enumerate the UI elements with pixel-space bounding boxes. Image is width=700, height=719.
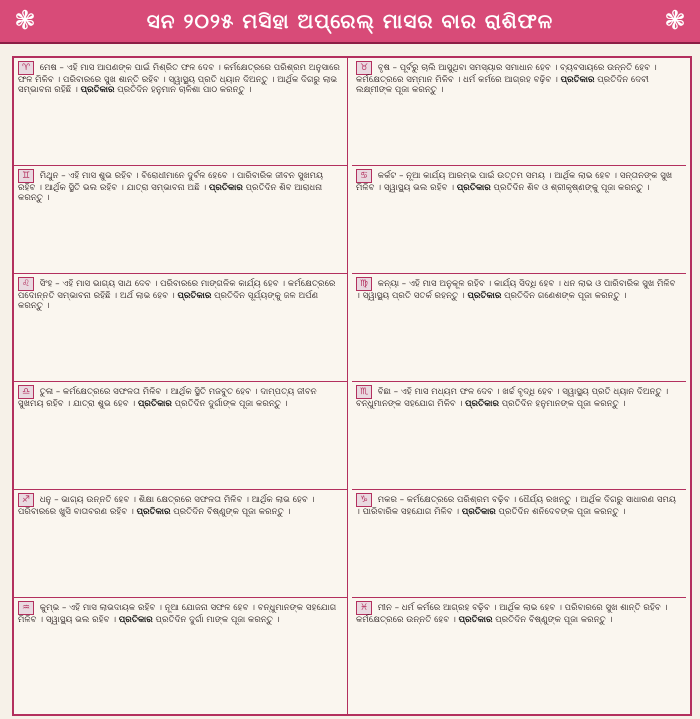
ram-icon: ♈ — [18, 61, 34, 75]
remedy-text: ପ୍ରତିଦିନ ବିଷ୍ଣୁଙ୍କ ପୂଜା କରନ୍ତୁ । — [495, 615, 613, 625]
page-title: ସନ ୨୦୨୫ ମସିହା ଅପ୍ରେଲ୍ ମାସର ବାର ରାଶିଫଳ — [146, 9, 554, 33]
horoscope-mesha — [14, 58, 348, 166]
sign-text: ମିଥୁନ – ଏହି ମାସ ଶୁଭ ରହିବ । ବିରୋଧୀମାନେ ଦୁର୍ବଳ ହେବେ । ପାରିବାରିକ ଜୀବନ ସୁଖମୟ ରହିବ । ଆର୍ଥିକ ସ୍ଥିତି ଭଲ ରହିବ । ଯାତ୍ରା ସମ୍ଭାବନା ଅଛି । — [18, 171, 324, 193]
remedy-label: ପ୍ରତିକାର — [138, 399, 172, 409]
remedy-text: ପ୍ରତିଦିନ ଦୁର୍ଗା ମାଙ୍କ ପୂଜା କରନ୍ତୁ । — [155, 615, 280, 625]
sign-text: ତୁଳା – କର୍ମକ୍ଷେତ୍ରରେ ସଫଳତା ମିଳିବ । ଆର୍ଥିକ ସ୍ଥିତି ମଜବୁତ ହେବ । ଦାମ୍ପତ୍ୟ ଜୀବନ ସୁଖମୟ ରହିବ । ଯାତ୍ରା ଶୁଭ ହେବ । — [18, 387, 317, 409]
horoscope-kanya — [352, 274, 686, 382]
maiden-icon: ♍ — [356, 277, 372, 291]
sign-text: ସିଂହ – ଏହି ମାସ ଭାଗ୍ୟ ସାଥ ଦେବ । ପରିବାରରେ ମାଙ୍ଗଳିକ କାର୍ଯ୍ୟ ହେବ । କର୍ମକ୍ଷେତ୍ରରେ ପଦୋନ୍ନତି ସମ୍ଭାବନା ରହିଛି । ଅର୍ଥ ଲାଭ ହେବ । — [18, 279, 336, 301]
remedy-label: ପ୍ରତିକାର — [458, 615, 493, 625]
header-banner — [0, 0, 700, 44]
horoscope-grid — [12, 56, 692, 716]
sign-text: କନ୍ୟା – ଏହି ମାସ ଅନୁକୂଳ ରହିବ । କାର୍ଯ୍ୟ ସିଦ୍ଧି ହେବ । ଧନ ଲାଭ ଓ ପାରିବାରିକ ସୁଖ ମିଳିବ । ସ୍ୱାସ୍ଥ୍ୟ ପ୍ରତି ସତର୍କ ରହନ୍ତୁ । — [356, 279, 676, 301]
sign-text: ଧନୁ – ଭାଗ୍ୟ ଉନ୍ନତି ହେବ । ଶିକ୍ଷା କ୍ଷେତ୍ରରେ ସଫଳତା ମିଳିବ । ଆର୍ଥିକ ଲାଭ ହେବ । ପରିବାରରେ ଖୁସି ବାତାବରଣ ରହିବ । — [18, 495, 315, 517]
scales-icon: ♎ — [18, 385, 34, 399]
flower-icon: ❃ — [664, 6, 686, 36]
horoscope-karkata — [352, 166, 686, 274]
sign-text: ମୀନ – ଧର୍ମ କର୍ମରେ ଆଗ୍ରହ ବଢ଼ିବ । ଆର୍ଥିକ ଲାଭ ହେବ । ପରିବାରରେ ସୁଖ ଶାନ୍ତି ରହିବ । କର୍ମକ୍ଷେତ୍ରରେ ଉନ୍ନତି ହେବ । — [356, 603, 668, 625]
remedy-text: ପ୍ରତିଦିନ ଶନିଦେବଙ୍କ ପୂଜା କରନ୍ତୁ । — [498, 507, 626, 517]
remedy-label: ପ୍ରତିକାର — [118, 615, 153, 625]
sign-text: ମକର – କର୍ମକ୍ଷେତ୍ରରେ ପରିଶ୍ରମ ବଢ଼ିବ । ଧୈର୍ଯ୍ୟ ରଖନ୍ତୁ । ଆର୍ଥିକ ଦିଗରୁ ସାଧାରଣ ସମୟ । ପାରିବାରିକ ସହଯୋଗ ମିଳିବ । — [356, 495, 677, 517]
remedy-text: ପ୍ରତିଦିନ ସୂର୍ଯ୍ୟଙ୍କୁ ଜଳ ଅର୍ପଣ କରନ୍ତୁ । — [18, 291, 319, 312]
horoscope-simha — [14, 274, 348, 382]
horoscope-mina — [352, 598, 686, 714]
remedy-label: ପ୍ରତିକାର — [465, 399, 499, 409]
horoscope-mithuna — [14, 166, 348, 274]
remedy-label: ପ୍ରତିକାର — [461, 507, 496, 517]
horoscope-dhanu — [14, 490, 348, 598]
horoscope-tula — [14, 382, 348, 490]
twins-icon: ♊ — [18, 169, 34, 183]
archer-icon: ♐ — [18, 493, 34, 507]
horoscope-brusha — [352, 58, 686, 166]
remedy-text: ପ୍ରତିଦିନ ହନୁମାନ ଚାଳିଶା ପାଠ କରନ୍ତୁ । — [117, 85, 252, 96]
remedy-text: ପ୍ରତିଦିନ ଗଣେଶଙ୍କ ପୂଜା କରନ୍ତୁ । — [504, 291, 627, 301]
remedy-text: ପ୍ରତିଦିନ ଦେବୀ ଲକ୍ଷ୍ମୀଙ୍କ ପୂଜା କରନ୍ତୁ । — [356, 75, 649, 96]
goat-icon: ♑ — [356, 493, 372, 507]
lion-icon: ♌ — [18, 277, 34, 291]
remedy-label: ପ୍ରତିକାର — [456, 183, 491, 193]
fish-icon: ♓ — [356, 601, 372, 615]
crab-icon: ♋ — [356, 169, 372, 183]
horoscope-bichha — [352, 382, 686, 490]
sign-text: ବୃଷ – ପୂର୍ବରୁ ଚାଲି ଆସୁଥିବା ସମସ୍ୟାର ସମାଧାନ ହେବ । ବ୍ୟବସାୟରେ ଉନ୍ନତି ହେବ । କର୍ମକ୍ଷେତ୍ରରେ ସମ୍ମାନ ମିଳିବ । ଧର୍ମ କର୍ମରେ ଆଗ୍ରହ ବଢ଼ିବ । — [356, 63, 657, 85]
remedy-label: ପ୍ରତିକାର — [467, 291, 502, 301]
horoscope-makara — [352, 490, 686, 598]
pot-icon: ♒ — [18, 601, 34, 615]
remedy-text: ପ୍ରତିଦିନ ଶିବ ଓ ଶ୍ରୀକୃଷ୍ଣଙ୍କୁ ପୂଜା କରନ୍ତୁ । — [493, 183, 650, 193]
remedy-label: ପ୍ରତିକାର — [136, 507, 171, 517]
sign-text: କୁମ୍ଭ – ଏହି ମାସ ଲାଭଦାୟକ ରହିବ । ନୂଆ ଯୋଜନା ସଫଳ ହେବ । ବନ୍ଧୁମାନଙ୍କ ସହଯୋଗ ମିଳିବ । ସ୍ୱାସ୍ଥ୍ୟ ଭଲ ରହିବ । — [18, 603, 337, 625]
remedy-text: ପ୍ରତିଦିନ ଶିବ ଆରାଧନା କରନ୍ତୁ । — [18, 183, 323, 204]
remedy-text: ପ୍ରତିଦିନ ବିଷ୍ଣୁଙ୍କ ପୂଜା କରନ୍ତୁ । — [173, 507, 291, 517]
bull-icon: ♉ — [356, 61, 372, 75]
remedy-label: ପ୍ରତିକାର — [80, 85, 115, 96]
sign-text: କର୍କଟ – ନୂଆ କାର୍ଯ୍ୟ ଆରମ୍ଭ ପାଇଁ ଉତ୍ତମ ସମୟ । ଆର୍ଥିକ ଲାଭ ହେବ । ସନ୍ତାନଙ୍କ ସୁଖ ମିଳିବ । ସ୍ୱାସ୍ଥ୍ୟ ଭଲ ରହିବ । — [356, 171, 673, 193]
remedy-text: ପ୍ରତିଦିନ ଦୁର୍ଗାଙ୍କ ପୂଜା କରନ୍ତୁ । — [174, 399, 288, 409]
remedy-label: ପ୍ରତିକାର — [177, 291, 212, 301]
horoscope-kumbha — [14, 598, 348, 714]
remedy-text: ପ୍ରତିଦିନ ହନୁମାନଙ୍କ ପୂଜା କରନ୍ତୁ । — [501, 399, 626, 409]
remedy-label: ପ୍ରତିକାର — [560, 75, 595, 85]
sign-text: ମେଷ – ଏହି ମାସ ଆପଣଙ୍କ ପାଇଁ ମିଶ୍ରିତ ଫଳ ଦେବ । କର୍ମକ୍ଷେତ୍ରରେ ପରିଶ୍ରମ ଅନୁସାରେ ଫଳ ମିଳିବ । ପରିବାରରେ ସୁଖ ଶାନ୍ତି ରହିବ । ସ୍ୱାସ୍ଥ୍ୟ ପ୍ରତି ଧ୍ୟାନ ଦିଅନ୍ତୁ । ଆର୍ଥିକ ଦିଗରୁ ଲାଭ ସମ୍ଭାବନା ରହିଛି । — [18, 63, 340, 96]
flower-icon: ❃ — [14, 6, 36, 36]
remedy-label: ପ୍ରତିକାର — [208, 183, 243, 193]
sign-text: ବିଛା – ଏହି ମାସ ମଧ୍ୟମ ଫଳ ଦେବ । ଖର୍ଚ୍ଚ ବୃଦ୍ଧି ହେବ । ସ୍ୱାସ୍ଥ୍ୟ ପ୍ରତି ଧ୍ୟାନ ଦିଅନ୍ତୁ । ବନ୍ଧୁମାନଙ୍କ ସହଯୋଗ ମିଳିବ । — [356, 387, 669, 409]
scorpion-icon: ♏ — [356, 385, 372, 399]
